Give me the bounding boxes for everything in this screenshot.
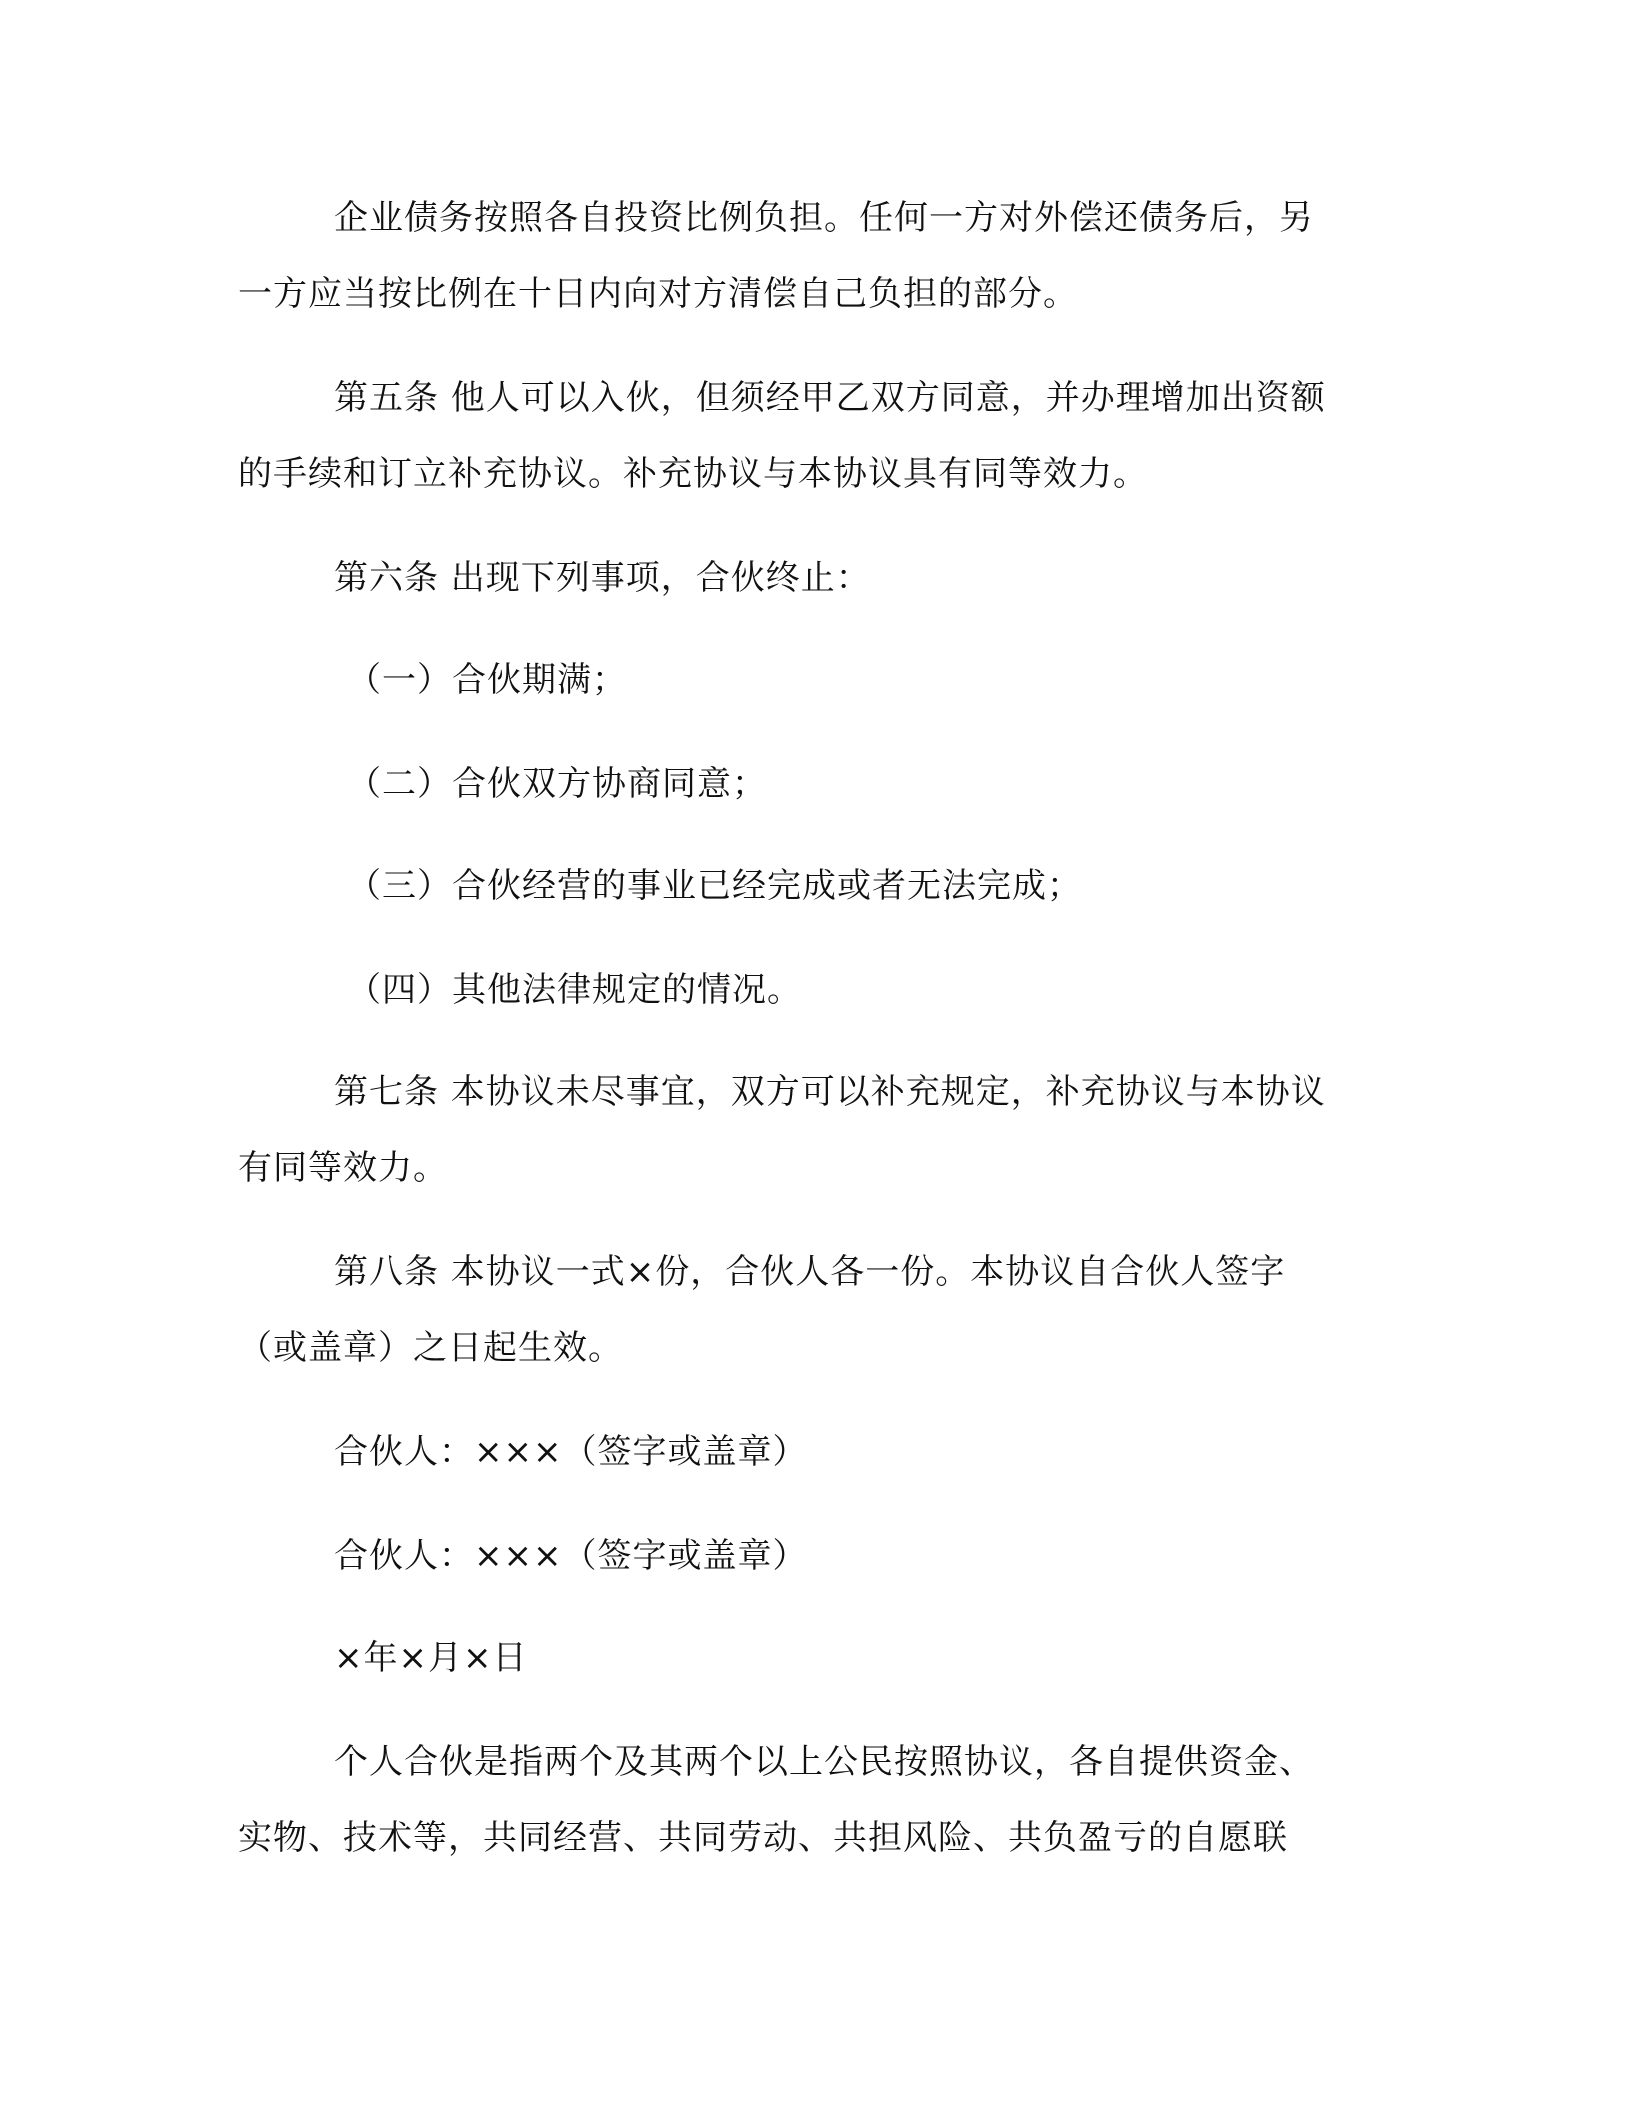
paragraph-line: 的手续和订立补充协议。补充协议与本协议具有同等效力。 bbox=[238, 454, 1148, 494]
article-5-line: 第五条 他人可以入伙，但须经甲乙双方同意，并办理增加出资额 bbox=[334, 378, 1326, 418]
paragraph-line: 实物、技术等，共同经营、共同劳动、共担风险、共负盈亏的自愿联 bbox=[238, 1818, 1288, 1858]
article-7-line: 第七条 本协议未尽事宜，双方可以补充规定，补充协议与本协议 bbox=[334, 1072, 1326, 1112]
article-8-line: 第八条 本协议一式×份，合伙人各一份。本协议自合伙人签字 bbox=[334, 1252, 1286, 1292]
signature-line: 合伙人：×××（签字或盖章） bbox=[334, 1536, 808, 1576]
article-6-line: 第六条 出现下列事项，合伙终止： bbox=[334, 558, 871, 598]
list-item: （二）合伙双方协商同意； bbox=[347, 764, 767, 804]
paragraph-line: 有同等效力。 bbox=[238, 1148, 448, 1188]
date-line: ×年×月×日 bbox=[334, 1638, 528, 1678]
paragraph-line: 一方应当按比例在十日内向对方清偿自己负担的部分。 bbox=[238, 274, 1078, 314]
list-item: （四）其他法律规定的情况。 bbox=[347, 970, 802, 1010]
paragraph-line: 企业债务按照各自投资比例负担。任何一方对外偿还债务后，另 bbox=[334, 198, 1314, 238]
signature-line: 合伙人：×××（签字或盖章） bbox=[334, 1432, 808, 1472]
paragraph-line: 个人合伙是指两个及其两个以上公民按照协议，各自提供资金、 bbox=[334, 1742, 1314, 1782]
list-item: （三）合伙经营的事业已经完成或者无法完成； bbox=[347, 866, 1082, 906]
list-item: （一）合伙期满； bbox=[347, 660, 627, 700]
paragraph-line: （或盖章）之日起生效。 bbox=[238, 1328, 623, 1368]
